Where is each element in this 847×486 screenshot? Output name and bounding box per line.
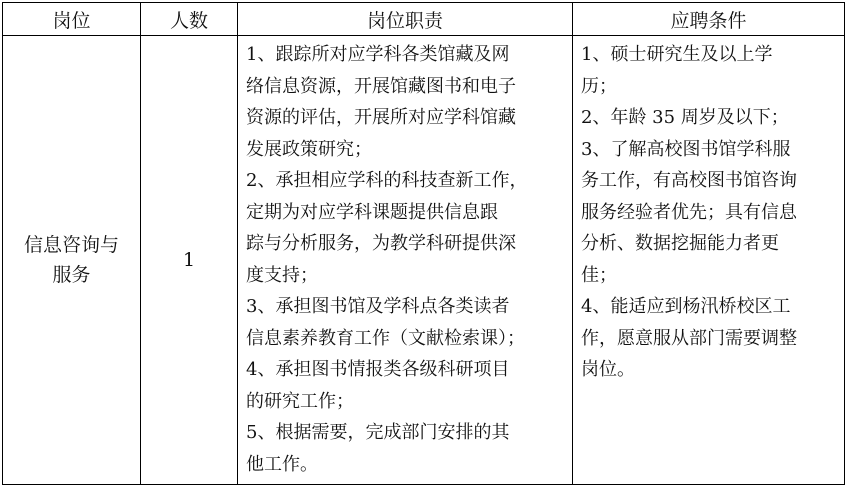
header-requirements: 应聘条件 [573, 3, 845, 36]
duty-line: 踪与分析服务，为教学科研提供深 [246, 233, 516, 254]
requirement-line: 岗位。 [581, 359, 635, 380]
header-count: 人数 [141, 3, 238, 36]
job-table-container [2, 2, 844, 485]
duty-line: 他工作。 [246, 453, 318, 475]
cell-requirements [573, 36, 845, 485]
requirement-line: 佳； [581, 264, 617, 286]
cell-position [3, 36, 141, 485]
duty-line: 定期为对应学科课题提供信息跟 [246, 201, 498, 223]
requirement-line: 作，愿意服从部门需要调整 [581, 327, 797, 349]
header-duties: 岗位职责 [238, 3, 573, 36]
duty-line: 信息素养教育工作（文献检索课）； [246, 327, 525, 349]
requirement-line: 务工作，有高校图书馆咨询 [581, 170, 797, 191]
requirement-line: 4、能适应到杨汛桥校区工 [581, 296, 791, 317]
duty-line: 络信息资源，开展馆藏图书和电子 [246, 75, 516, 97]
cell-duties [238, 36, 573, 485]
duty-line: 5、根据需要，完成部门安排的其 [246, 422, 510, 443]
job-table [2, 2, 845, 485]
requirement-line: 2、年龄 35 周岁及以下； [581, 107, 789, 128]
table-row [3, 36, 845, 485]
position-name: 信息咨询与服务 [23, 234, 119, 286]
header-position: 岗位 [3, 3, 141, 36]
duty-line: 4、承担图书情报类各级科研项目 [246, 359, 510, 380]
header-row [3, 3, 845, 36]
requirement-line: 3、了解高校图书馆学科服 [581, 138, 791, 160]
duty-line: 资源的评估，开展所对应学科馆藏 [246, 107, 516, 128]
duty-line: 3、承担图书馆及学科点各类读者 [246, 296, 510, 317]
duty-line: 1、跟踪所对应学科各类馆藏及网 [246, 44, 510, 65]
duty-line: 的研究工作； [246, 390, 354, 412]
duty-line: 发展政策研究； [246, 138, 372, 160]
requirement-line: 历； [581, 75, 617, 97]
requirement-line: 分析、数据挖掘能力者更 [581, 233, 779, 254]
cell-count: 1 [141, 36, 238, 485]
requirement-line: 1、硕士研究生及以上学 [581, 44, 773, 65]
requirement-line: 服务经验者优先；具有信息 [581, 201, 797, 223]
duty-line: 2、承担相应学科的科技查新工作， [246, 170, 528, 191]
duty-line: 度支持； [246, 264, 318, 286]
